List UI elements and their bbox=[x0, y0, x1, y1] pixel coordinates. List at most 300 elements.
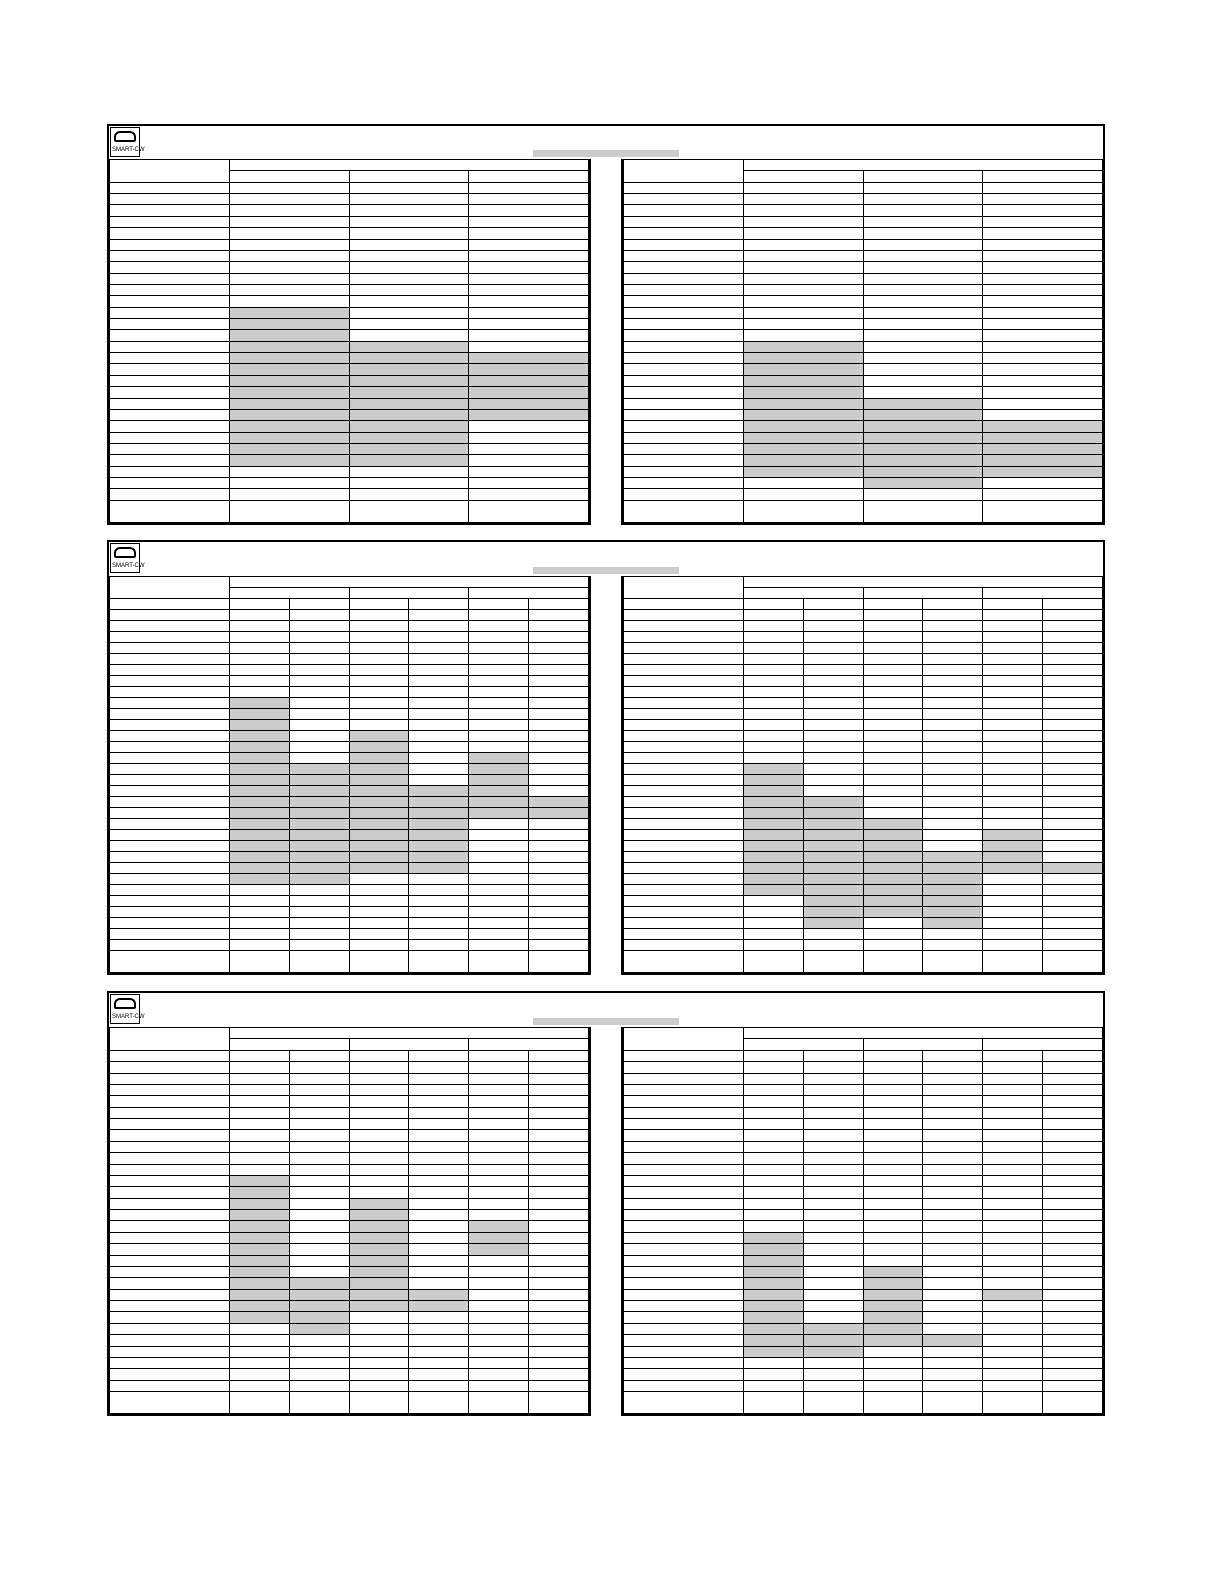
table-cell bbox=[289, 1175, 349, 1186]
table-cell bbox=[469, 489, 589, 501]
table-cell bbox=[983, 398, 1103, 409]
table-cell bbox=[409, 918, 469, 929]
table-cell bbox=[1043, 1187, 1103, 1198]
table-cell bbox=[923, 808, 983, 819]
table-row bbox=[624, 1289, 1103, 1300]
table-cell bbox=[229, 654, 289, 665]
table-cell bbox=[923, 1130, 983, 1141]
table-cell bbox=[349, 182, 469, 193]
logo-mark bbox=[114, 998, 136, 1009]
table-cell bbox=[349, 216, 469, 227]
table-cell bbox=[983, 1266, 1043, 1277]
row-label-cell bbox=[624, 610, 744, 621]
table-cell-shaded bbox=[803, 808, 863, 819]
table-cell bbox=[469, 874, 529, 885]
table-cell bbox=[1043, 1346, 1103, 1357]
table-cell-shaded bbox=[803, 819, 863, 830]
table-cell bbox=[469, 1153, 529, 1164]
table-row bbox=[624, 841, 1103, 852]
row-label-cell bbox=[110, 478, 230, 489]
table-cell bbox=[863, 387, 983, 398]
row-label-cell bbox=[624, 1164, 744, 1175]
table-cell bbox=[349, 1062, 409, 1073]
left-data-table bbox=[109, 159, 589, 523]
table-cell bbox=[229, 610, 289, 621]
row-label-cell bbox=[624, 1210, 744, 1221]
subheader-cell bbox=[469, 1039, 589, 1050]
table-cell bbox=[529, 665, 589, 676]
footer-cell bbox=[409, 1392, 469, 1414]
table-cell bbox=[803, 1369, 863, 1380]
table-cell bbox=[289, 1141, 349, 1152]
table-cell bbox=[469, 330, 589, 341]
table-cell bbox=[1043, 764, 1103, 775]
header-row bbox=[624, 160, 1103, 171]
table-cell bbox=[289, 1369, 349, 1380]
table-cell bbox=[1043, 1073, 1103, 1084]
table-cell bbox=[1043, 1357, 1103, 1368]
table-cell-shaded bbox=[803, 874, 863, 885]
table-cell bbox=[289, 687, 349, 698]
table-cell-shaded bbox=[289, 830, 349, 841]
table-cell-shaded bbox=[803, 918, 863, 929]
table-cell bbox=[409, 1312, 469, 1323]
table-cell-shaded bbox=[863, 421, 983, 432]
table-cell bbox=[1043, 643, 1103, 654]
row-label-cell bbox=[624, 421, 744, 432]
table-row bbox=[624, 296, 1103, 307]
table-cell-shaded bbox=[803, 885, 863, 896]
footer-cell bbox=[529, 951, 589, 973]
row-label-cell bbox=[110, 1175, 230, 1186]
table-cell-shaded bbox=[229, 1187, 289, 1198]
table-cell bbox=[923, 665, 983, 676]
table-cell bbox=[349, 896, 409, 907]
footer-cell bbox=[743, 1392, 803, 1414]
table-cell bbox=[469, 907, 529, 918]
table-cell bbox=[743, 742, 803, 753]
table-row bbox=[110, 1198, 589, 1209]
subheader-cell bbox=[349, 588, 469, 599]
row-label-cell bbox=[110, 676, 230, 687]
table-cell bbox=[469, 1130, 529, 1141]
table-cell bbox=[229, 621, 289, 632]
table-cell bbox=[289, 1210, 349, 1221]
table-cell-shaded bbox=[743, 421, 863, 432]
table-cell bbox=[743, 296, 863, 307]
table-row bbox=[624, 731, 1103, 742]
table-row bbox=[624, 239, 1103, 250]
logo-text: SMART-CW bbox=[112, 1014, 145, 1020]
footer-cell bbox=[1043, 1392, 1103, 1414]
row-label-cell bbox=[110, 1335, 230, 1346]
table-row bbox=[624, 896, 1103, 907]
table-cell bbox=[803, 1301, 863, 1312]
table-cell bbox=[863, 643, 923, 654]
footer-cell bbox=[110, 951, 230, 973]
table-cell-shaded bbox=[229, 341, 349, 352]
table-cell-shaded bbox=[229, 1175, 289, 1186]
table-cell bbox=[983, 1278, 1043, 1289]
table-row bbox=[624, 1312, 1103, 1323]
row-label-cell bbox=[624, 1062, 744, 1073]
table-cell bbox=[349, 205, 469, 216]
table-cell bbox=[923, 687, 983, 698]
right-panel-grid bbox=[621, 576, 1105, 975]
table-cell bbox=[229, 284, 349, 295]
table-cell bbox=[529, 1301, 589, 1312]
table-cell bbox=[229, 885, 289, 896]
table-row bbox=[110, 1380, 589, 1391]
table-cell bbox=[983, 353, 1103, 364]
table-cell bbox=[983, 194, 1103, 205]
table-cell bbox=[289, 676, 349, 687]
table-cell bbox=[803, 764, 863, 775]
table-cell bbox=[863, 610, 923, 621]
table-cell bbox=[863, 1164, 923, 1175]
table-row bbox=[624, 319, 1103, 330]
table-row bbox=[110, 1278, 589, 1289]
table-cell bbox=[229, 1096, 289, 1107]
footer-cell bbox=[1043, 951, 1103, 973]
table-cell bbox=[229, 896, 289, 907]
table-cell bbox=[923, 797, 983, 808]
table-cell-shaded bbox=[863, 819, 923, 830]
table-cell bbox=[743, 250, 863, 261]
table-cell bbox=[863, 1244, 923, 1255]
table-row bbox=[624, 918, 1103, 929]
table-cell bbox=[529, 907, 589, 918]
table-cell bbox=[349, 1335, 409, 1346]
table-row bbox=[110, 1346, 589, 1357]
table-cell bbox=[863, 1357, 923, 1368]
table-cell bbox=[863, 489, 983, 501]
table-row bbox=[624, 443, 1103, 454]
table-cell bbox=[983, 775, 1043, 786]
table-cell bbox=[289, 665, 349, 676]
table-cell-shaded bbox=[923, 918, 983, 929]
table-cell-shaded bbox=[289, 1312, 349, 1323]
table-row bbox=[624, 753, 1103, 764]
table-cell-shaded bbox=[289, 808, 349, 819]
table-cell bbox=[469, 676, 529, 687]
table-cell bbox=[409, 687, 469, 698]
table-cell bbox=[923, 709, 983, 720]
table-cell bbox=[349, 885, 409, 896]
row-label-cell bbox=[110, 643, 230, 654]
table-cell bbox=[743, 273, 863, 284]
table-cell bbox=[229, 182, 349, 193]
table-cell bbox=[289, 621, 349, 632]
footer-cell bbox=[110, 501, 230, 523]
table-row bbox=[110, 1266, 589, 1277]
table-cell bbox=[469, 665, 529, 676]
label-cell bbox=[624, 1050, 744, 1061]
table-cell-shaded bbox=[863, 907, 923, 918]
table-cell-shaded bbox=[349, 1289, 409, 1300]
row-label-cell bbox=[624, 319, 744, 330]
row-label-cell bbox=[110, 1198, 230, 1209]
table-row bbox=[624, 1335, 1103, 1346]
table-cell bbox=[803, 775, 863, 786]
table-row bbox=[624, 398, 1103, 409]
table-row bbox=[110, 364, 589, 375]
subheader-cell bbox=[289, 599, 349, 610]
subheader-cell bbox=[863, 1050, 923, 1061]
table-cell-shaded bbox=[743, 1335, 803, 1346]
row-label-cell bbox=[624, 632, 744, 643]
table-cell bbox=[409, 610, 469, 621]
table-cell bbox=[469, 918, 529, 929]
table-cell bbox=[983, 907, 1043, 918]
table-cell bbox=[923, 753, 983, 764]
table-row bbox=[624, 489, 1103, 501]
table-row bbox=[110, 665, 589, 676]
header-label-cell bbox=[624, 577, 744, 599]
table-cell-shaded bbox=[349, 786, 409, 797]
table-row bbox=[624, 307, 1103, 318]
center-divider bbox=[591, 161, 621, 525]
row-label-cell bbox=[624, 1153, 744, 1164]
table-cell-shaded bbox=[229, 1301, 289, 1312]
table-cell bbox=[409, 698, 469, 709]
table-row bbox=[110, 205, 589, 216]
table-cell bbox=[229, 194, 349, 205]
table-cell bbox=[469, 841, 529, 852]
table-cell bbox=[529, 1096, 589, 1107]
footer-cell bbox=[529, 1392, 589, 1414]
header-group-cell bbox=[229, 160, 588, 171]
table-row bbox=[110, 398, 589, 409]
subheader-cell bbox=[529, 599, 589, 610]
table-row bbox=[110, 341, 589, 352]
table-cell bbox=[863, 375, 983, 386]
table-cell bbox=[803, 940, 863, 951]
table-cell-shaded bbox=[863, 1266, 923, 1277]
table-cell bbox=[803, 742, 863, 753]
row-label-cell bbox=[110, 1130, 230, 1141]
table-row bbox=[624, 665, 1103, 676]
table-cell bbox=[983, 753, 1043, 764]
table-cell bbox=[349, 250, 469, 261]
row-label-cell bbox=[624, 676, 744, 687]
table-cell bbox=[289, 1096, 349, 1107]
header-label-cell bbox=[110, 160, 230, 183]
table-row bbox=[624, 643, 1103, 654]
table-row bbox=[110, 182, 589, 193]
table-cell-shaded bbox=[803, 852, 863, 863]
table-cell bbox=[469, 852, 529, 863]
table-cell bbox=[289, 720, 349, 731]
table-cell bbox=[863, 764, 923, 775]
table-cell bbox=[409, 1187, 469, 1198]
table-row bbox=[110, 262, 589, 273]
table-cell bbox=[409, 1107, 469, 1118]
table-cell bbox=[469, 1255, 529, 1266]
table-cell bbox=[349, 273, 469, 284]
table-cell bbox=[229, 676, 289, 687]
table-cell bbox=[469, 885, 529, 896]
table-cell bbox=[469, 896, 529, 907]
table-cell bbox=[349, 1369, 409, 1380]
table-cell bbox=[289, 885, 349, 896]
table-cell bbox=[529, 830, 589, 841]
table-cell bbox=[863, 676, 923, 687]
row-label-cell bbox=[624, 786, 744, 797]
row-label-cell bbox=[110, 1289, 230, 1300]
table-cell-shaded bbox=[229, 753, 289, 764]
table-cell bbox=[983, 676, 1043, 687]
row-label-cell bbox=[624, 250, 744, 261]
table-row bbox=[624, 654, 1103, 665]
table-cell bbox=[983, 918, 1043, 929]
table-row bbox=[624, 1107, 1103, 1118]
table-cell bbox=[923, 1096, 983, 1107]
table-cell bbox=[349, 296, 469, 307]
table-cell bbox=[743, 205, 863, 216]
table-cell bbox=[743, 1198, 803, 1209]
table-cell bbox=[803, 1119, 863, 1130]
table-cell bbox=[289, 1084, 349, 1095]
table-cell-shaded bbox=[923, 1335, 983, 1346]
table-cell bbox=[529, 687, 589, 698]
table-cell bbox=[863, 1153, 923, 1164]
table-cell bbox=[289, 1266, 349, 1277]
subheader-cell bbox=[923, 1050, 983, 1061]
table-cell bbox=[923, 654, 983, 665]
table-cell bbox=[743, 1357, 803, 1368]
table-cell bbox=[983, 205, 1103, 216]
table-cell-shaded bbox=[409, 852, 469, 863]
table-cell bbox=[469, 1210, 529, 1221]
table-cell-shaded bbox=[349, 852, 409, 863]
table-cell bbox=[743, 1119, 803, 1130]
table-cell-shaded bbox=[743, 885, 803, 896]
table-row bbox=[624, 353, 1103, 364]
row-label-cell bbox=[110, 307, 230, 318]
table-cell bbox=[1043, 1380, 1103, 1391]
table-cell bbox=[469, 228, 589, 239]
table-cell bbox=[803, 1221, 863, 1232]
table-cell bbox=[1043, 676, 1103, 687]
footer-row bbox=[624, 1392, 1103, 1414]
table-cell-shaded bbox=[409, 786, 469, 797]
row-label-cell bbox=[624, 687, 744, 698]
table-cell bbox=[409, 643, 469, 654]
table-row bbox=[624, 284, 1103, 295]
table-cell bbox=[529, 1278, 589, 1289]
table-cell bbox=[349, 1175, 409, 1186]
table-cell-shaded bbox=[229, 797, 289, 808]
header-group-cell bbox=[743, 1028, 1102, 1039]
table-cell bbox=[409, 665, 469, 676]
row-label-cell bbox=[110, 654, 230, 665]
table-cell-shaded bbox=[863, 443, 983, 454]
table-cell-shaded bbox=[743, 830, 803, 841]
table-cell bbox=[983, 610, 1043, 621]
table-cell bbox=[983, 797, 1043, 808]
table-cell bbox=[469, 250, 589, 261]
table-cell bbox=[409, 885, 469, 896]
table-cell bbox=[863, 654, 923, 665]
table-row bbox=[110, 1175, 589, 1186]
table-cell bbox=[529, 1210, 589, 1221]
table-cell bbox=[289, 753, 349, 764]
table-cell bbox=[923, 1221, 983, 1232]
subheader-row bbox=[624, 599, 1103, 610]
table-cell bbox=[469, 1164, 529, 1175]
subheader-cell bbox=[743, 1050, 803, 1061]
header-label-cell bbox=[624, 160, 744, 183]
table-cell bbox=[529, 1175, 589, 1186]
table-cell-shaded bbox=[743, 364, 863, 375]
table-row bbox=[110, 1221, 589, 1232]
table-row bbox=[110, 330, 589, 341]
subheader-cell bbox=[229, 171, 349, 182]
table-cell bbox=[289, 918, 349, 929]
table-cell bbox=[803, 1153, 863, 1164]
table-cell bbox=[1043, 830, 1103, 841]
row-label-cell bbox=[110, 1221, 230, 1232]
table-cell bbox=[863, 665, 923, 676]
table-cell bbox=[469, 455, 589, 466]
table-cell-shaded bbox=[349, 443, 469, 454]
row-label-cell bbox=[110, 819, 230, 830]
table-cell bbox=[529, 1369, 589, 1380]
row-label-cell bbox=[110, 742, 230, 753]
table-cell bbox=[529, 896, 589, 907]
table-cell bbox=[469, 239, 589, 250]
subheader-cell bbox=[349, 1039, 469, 1050]
table-cell bbox=[469, 182, 589, 193]
table-cell bbox=[1043, 742, 1103, 753]
table-cell bbox=[1043, 1221, 1103, 1232]
table-cell-shaded bbox=[743, 1255, 803, 1266]
table-cell bbox=[743, 330, 863, 341]
table-row bbox=[624, 1380, 1103, 1391]
table-cell-shaded bbox=[349, 830, 409, 841]
table-cell bbox=[469, 296, 589, 307]
table-cell-shaded bbox=[289, 786, 349, 797]
table-cell bbox=[863, 216, 983, 227]
table-row bbox=[110, 1062, 589, 1073]
table-cell bbox=[1043, 808, 1103, 819]
table-cell bbox=[229, 1369, 289, 1380]
table-cell bbox=[923, 676, 983, 687]
table-cell bbox=[923, 764, 983, 775]
table-row bbox=[110, 764, 589, 775]
table-cell bbox=[923, 621, 983, 632]
subheader-cell bbox=[229, 1050, 289, 1061]
row-label-cell bbox=[110, 273, 230, 284]
table-cell bbox=[863, 918, 923, 929]
row-label-cell bbox=[110, 489, 230, 501]
table-cell bbox=[1043, 819, 1103, 830]
table-cell-shaded bbox=[409, 841, 469, 852]
subheader-cell bbox=[983, 171, 1103, 182]
subheader-cell bbox=[863, 588, 983, 599]
row-label-cell bbox=[624, 1244, 744, 1255]
table-cell bbox=[529, 775, 589, 786]
table-cell bbox=[409, 1380, 469, 1391]
table-cell bbox=[863, 319, 983, 330]
table-cell bbox=[349, 1096, 409, 1107]
table-cell bbox=[863, 1232, 923, 1243]
table-cell bbox=[923, 632, 983, 643]
table-cell bbox=[803, 665, 863, 676]
table-cell-shaded bbox=[349, 421, 469, 432]
table-row bbox=[110, 742, 589, 753]
